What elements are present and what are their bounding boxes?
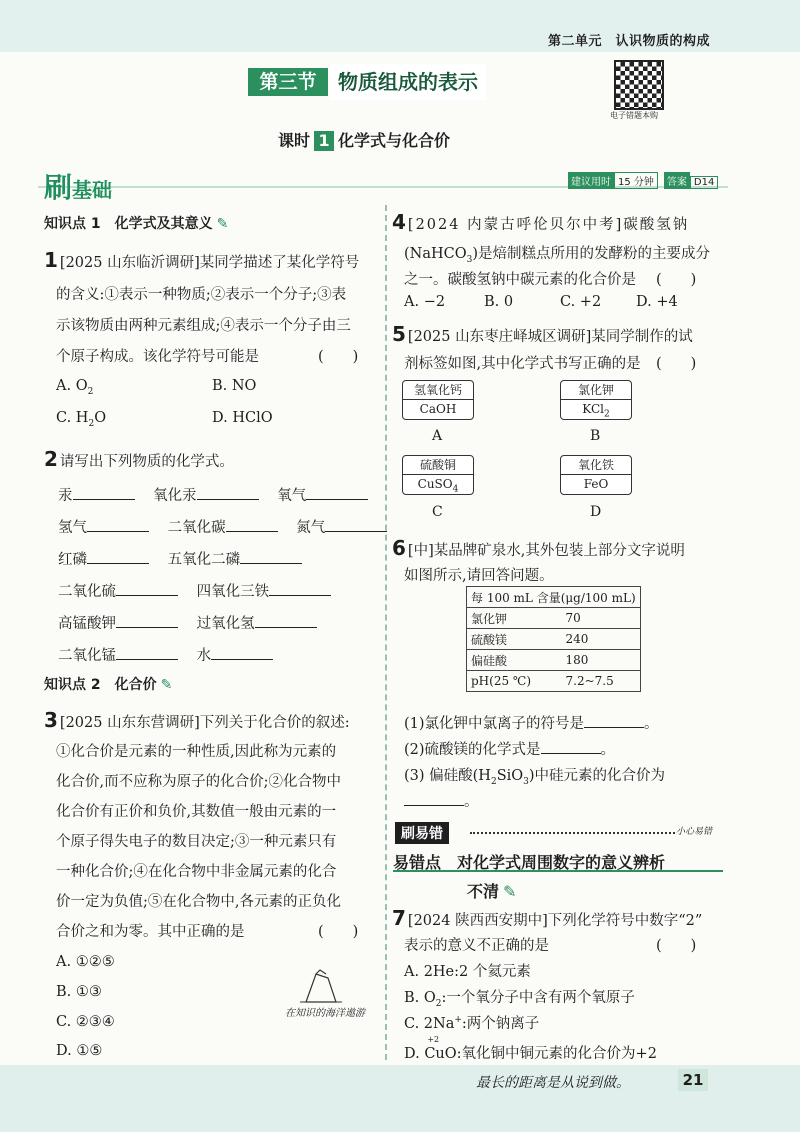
answer-paren[interactable]: ( ) (318, 349, 359, 365)
unit-title: 第二单元 认识物质的构成 (548, 34, 711, 49)
answer-blank[interactable] (116, 659, 178, 660)
knowledge-point-2 (44, 674, 172, 694)
option-letter: B (590, 428, 601, 444)
q1-line: [2025 山东临沂调研]某同学描述了某化学符号 (59, 255, 360, 271)
page-number: 21 (678, 1069, 708, 1091)
brush-glyph: 刷 (44, 171, 73, 204)
q6-sub3-answer: 。 (404, 790, 479, 811)
error-section-tag: 刷易错 (395, 822, 449, 844)
answer-blank[interactable] (240, 563, 302, 564)
option-letter: A (432, 428, 443, 444)
dotted-rule (470, 832, 675, 834)
q4-line: (NaHCO$_3$)是焙制糕点所用的发酵粉的主要成分 (404, 246, 711, 265)
answer-blank[interactable] (541, 753, 601, 754)
q1-option-d[interactable]: D. HClO (212, 410, 273, 426)
q3-line: 化合价有正价和负价,其数值一般由元素的一 (56, 804, 337, 820)
answer-label: 答案 (664, 172, 690, 189)
kp2-title: 知识点 2 化合价 (44, 677, 157, 693)
option-letter: C (432, 504, 443, 520)
q3-line: 化合价,而不应称为原子的化合价;②化合物中 (56, 774, 341, 790)
q6-sub3: (3) 偏硅酸$(H_2SiO_3)$中硅元素的化合价为 (404, 768, 666, 787)
q7-line: [2024 陕西西安期中]下列化学符号中数字“2” (407, 913, 703, 929)
basic-heading (44, 166, 112, 206)
q3-line: 合价之和为零。其中正确的是 (56, 924, 245, 940)
q3-line: 价一定为负值;⑤在化合物中,各元素的正负化 (56, 894, 341, 910)
knowledge-point-1 (44, 213, 228, 233)
section-title: 物质组成的表示 (330, 64, 486, 100)
q6-sub1: (1)氯化钾中氯离子的符号是 。 (404, 716, 659, 732)
answer-blank[interactable] (87, 531, 149, 532)
answer-paren[interactable]: ( ) (318, 924, 359, 940)
q2-number: 2 (44, 447, 58, 471)
q5-number: 5 (392, 322, 406, 346)
option-letter: D (590, 504, 602, 520)
q4-line: [2024 内蒙古呼伦贝尔中考]碳酸氢钠 (407, 217, 690, 233)
q3-option-d[interactable]: D. ①⑤ (56, 1043, 103, 1059)
answer-blank[interactable] (269, 595, 331, 596)
q1-option-c[interactable]: C. $H_2O$ (56, 410, 107, 429)
q3-option-b[interactable]: B. ①③ (56, 984, 102, 1000)
q4-option-c[interactable]: C. +2 (560, 294, 602, 310)
q1-line: 示该物质由两种元素组成;④表示一个分子由三 (56, 318, 351, 334)
answer-blank[interactable] (73, 499, 135, 500)
q7-option-a[interactable]: A. 2He:2 个氦元素 (404, 964, 531, 980)
q3-line: ①化合价是元素的一种性质,因此称为元素的 (56, 744, 337, 760)
answer-page: D14 (690, 176, 718, 189)
lesson-prefix: 课时 (278, 131, 311, 150)
table-header: 每 100 mL 含量(μg/100 mL) (467, 587, 641, 608)
pencil-icon: ✎ (160, 677, 173, 693)
lesson-name: 化学式与化合价 (338, 131, 451, 150)
q4-option-d[interactable]: D. +4 (636, 294, 678, 310)
nutrition-table (466, 586, 641, 692)
time-label: 建议用时 (568, 172, 614, 189)
table-row: 硫酸镁 240 (467, 629, 641, 650)
q1-number: 1 (44, 248, 58, 272)
q3-option-a[interactable]: A. ①②⑤ (56, 954, 115, 970)
doodle-caption: 在知识的海洋遨游 (285, 1008, 365, 1019)
answer-blank[interactable] (325, 531, 387, 532)
q1-line: 个原子构成。该化学符号可能是 (56, 349, 259, 365)
answer-blank[interactable] (116, 595, 178, 596)
answer-paren[interactable]: ( ) (656, 938, 697, 954)
table-row: 氯化钾 70 (467, 608, 641, 629)
q6-line: [中]某品牌矿泉水,其外包装上部分文字说明 (407, 543, 685, 559)
q2-row: 二氧化硫 四氧化三铁 (58, 580, 331, 601)
q4-line: 之一。碳酸氢钠中碳元素的化合价是 (404, 272, 636, 288)
answer-blank[interactable] (116, 627, 178, 628)
q2-row: 二氧化锰 水 (58, 644, 273, 665)
q3-line: [2025 山东东营调研]下列关于化合价的叙述: (59, 715, 350, 731)
q2-row: 氢气 二氧化碳 氮气 (58, 516, 387, 537)
answer-blank[interactable] (404, 805, 464, 806)
table-row: pH(25 ℃) 7.2~7.5 (467, 671, 641, 692)
time-value: 15 分钟 (614, 172, 658, 189)
q7-option-d[interactable]: D. +2 CuO:氧化铜中铜元素的化合价为+2 (404, 1035, 657, 1062)
lesson-title (278, 128, 450, 151)
answer-paren[interactable]: ( ) (656, 356, 697, 372)
lesson-number: 1 (314, 131, 334, 151)
answer-blank[interactable] (255, 627, 317, 628)
q4-option-a[interactable]: A. −2 (404, 294, 446, 310)
pencil-icon: ✎ (216, 216, 229, 232)
q2-stem: 请写出下列物质的化学式。 (59, 454, 234, 470)
answer-blank[interactable] (306, 499, 368, 500)
column-divider (385, 205, 387, 1060)
q1-option-a[interactable]: A. $O_2$ (56, 378, 94, 397)
answer-blank[interactable] (211, 659, 273, 660)
q6-sub2: (2)硫酸镁的化学式是 。 (404, 742, 616, 758)
time-info (568, 172, 724, 189)
qr-code-icon[interactable] (614, 60, 664, 110)
reagent-label-a[interactable]: 氢氧化钙 CaOH (402, 380, 474, 420)
reagent-label-b[interactable]: 氯化钾 KCl$_2$ (560, 380, 632, 420)
q7-option-c[interactable]: C. 2Na+:两个钠离子 (404, 1015, 540, 1032)
q2-row: 高锰酸钾 过氧化氢 (58, 612, 317, 633)
q4-number: 4 (392, 210, 406, 234)
q1-line: 的含义:①表示一种物质;②表示一个分子;③表 (56, 287, 347, 303)
q6-line: 如图所示,请回答问题。 (404, 568, 554, 584)
answer-blank[interactable] (87, 563, 149, 564)
q3-number: 3 (44, 708, 58, 732)
section-number: 第三节 (248, 68, 328, 96)
q7-option-b[interactable]: B. $O_2$:一个氧分子中含有两个氧原子 (404, 990, 635, 1009)
q5-line: 剂标签如图,其中化学式书写正确的是 (404, 356, 641, 372)
q3-line: 个原子得失电子的数目决定;③一种元素只有 (56, 834, 337, 850)
kp1-title: 知识点 1 化学式及其意义 (44, 216, 213, 232)
error-deco: 小心易错 (676, 827, 713, 837)
answer-blank[interactable] (584, 727, 644, 728)
explorer-doodle-icon (296, 968, 346, 1006)
q2-row: 红磷 五氧化二磷 (58, 548, 302, 569)
q7-line: 表示的意义不正确的是 (404, 938, 549, 954)
q4-option-b[interactable]: B. 0 (484, 294, 514, 310)
reagent-label-d[interactable]: 氧化铁 FeO (560, 455, 632, 495)
q7-number: 7 (392, 906, 406, 930)
table-row: 偏硅酸 180 (467, 650, 641, 671)
pencil-icon: ✎ (503, 882, 517, 901)
basic-label: 基础 (72, 178, 113, 202)
error-underline (393, 870, 723, 872)
q3-line: 一种化合价;④在化合物中非金属元素的化合 (56, 864, 337, 880)
reagent-label-c[interactable]: 硫酸铜 CuSO$_4$ (402, 455, 474, 495)
q6-number: 6 (392, 536, 406, 560)
q2-row: 汞 氧化汞 氧气 (58, 484, 368, 505)
answer-blank[interactable] (197, 499, 259, 500)
q1-option-b[interactable]: B. NO (212, 378, 257, 394)
q5-line: [2025 山东枣庄峄城区调研]某同学制作的试 (407, 329, 693, 345)
footer-motto: 最长的距离是从说到做。 (476, 1075, 630, 1091)
error-point-title: 易错点 对化学式周围数字的意义辨析 不清 ✎ (393, 853, 666, 901)
answer-blank[interactable] (226, 531, 278, 532)
qr-caption: 电子错题本购 (610, 111, 658, 120)
answer-paren[interactable]: ( ) (656, 272, 697, 288)
q3-option-c[interactable]: C. ②③④ (56, 1014, 115, 1030)
